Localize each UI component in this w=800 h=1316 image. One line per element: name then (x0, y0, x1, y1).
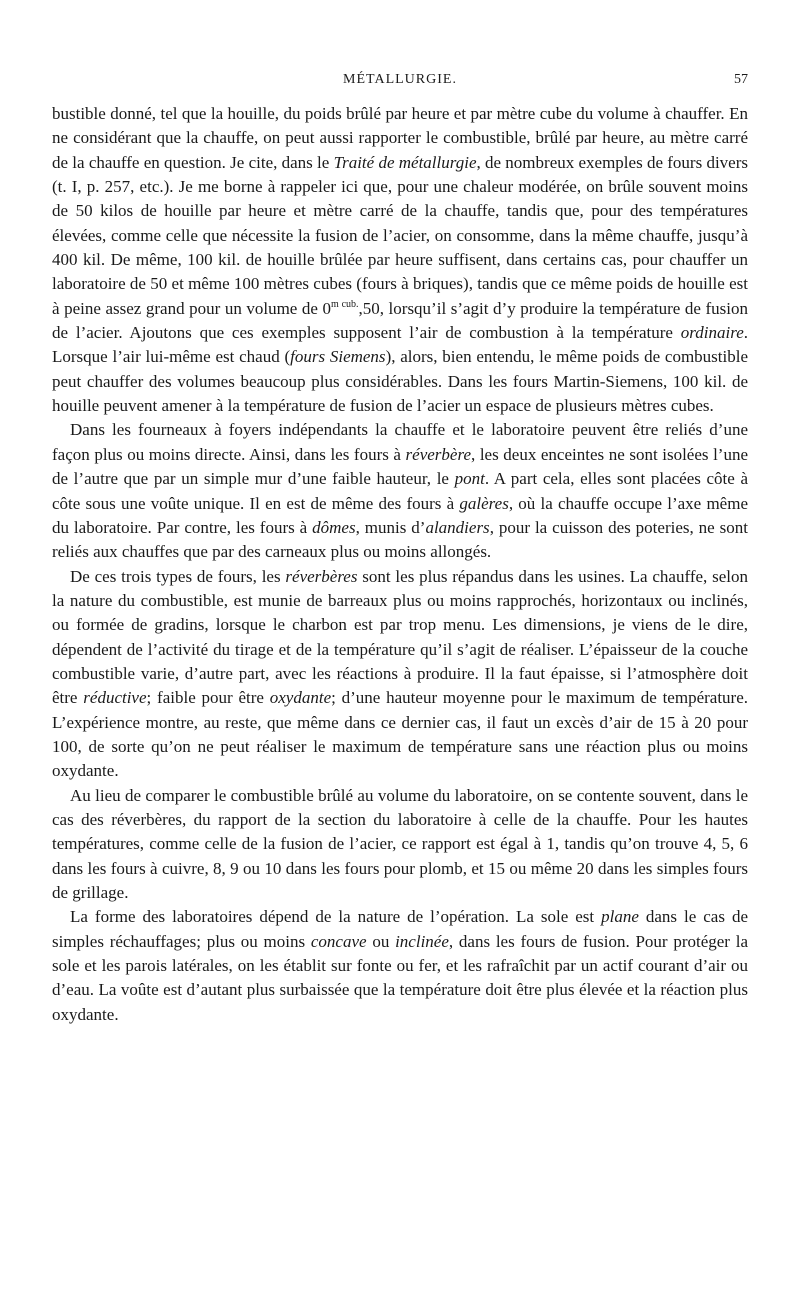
paragraph-5: La forme des laboratoires dépend de la nature de l’opération. La sole est plane dans le cas de simples réchauffages; plus ou moins concave ou inclinée, dans les fours de fusion. Pour protéger la sole et les parois latérales, on les établit sur fonte ou fer, et les rafraîchit par un actif courant d’air ou d’eau. La voûte est d’autant plus surbaissée que la température doit être plus élevée et la réaction plus oxydante. (52, 907, 748, 1024)
paragraph-2: Dans les fourneaux à foyers indépendants la chauffe et le laboratoire peuvent être reliés d’une façon plus ou moins directe. Ainsi, dans les fours à réverbère, les deux enceintes ne sont isolées l’une de l’autre que par un simple mur d’une faible hauteur, le pont. A part cela, elles sont placées côte à côte sous une voûte unique. Il en est de même des fours à galères, où la chauffe occupe l’axe même du laboratoire. Par contre, les fours à dômes, munis d’alandiers, pour la cuisson des poteries, ne sont reliés aux chauffes que par des carneaux plus ou moins allongés. (52, 420, 749, 562)
running-title: MÉTALLURGIE. (343, 72, 457, 87)
page-header (52, 72, 748, 94)
paragraph-3: De ces trois types de fours, les réverbères sont les plus répandus dans les usines. La chauffe, selon la nature du combustible, est munie de barreaux plus ou moins rapprochés, horizontaux ou inclinés, ou formée de gradins, lorsque le charbon est par trop menu. Les dimensions, je viens de le dire, dépendent de l’activité du tirage et de la température qu’il s’agit de réaliser. L’épaisseur de la couche combustible varie, d’autre part, avec les réactions à produire. Il la faut épaisse, si l’atmosphère doit être réductive; faible pour être oxydante; d’une hauteur moyenne pour le maximum de température. L’expérience montre, au reste, que même dans ce dernier cas, il faut un excès d’air de 15 à 20 pour 100, de sorte qu’on ne peut réaliser le maximum de température sans une réaction plus ou moins oxydante. (52, 566, 749, 781)
paragraph-4: Au lieu de comparer le combustible brûlé au volume du laboratoire, on se contente souvent, dans le cas des réverbères, du rapport de la section du laboratoire à celle de la chauffe. Pour les hautes températures, comme celle de la fusion de l’acier, ce rapport est égal à 1, tandis qu’on trouve 4, 5, 6 dans les fours à cuivre, 8, 9 ou 10 dans les fours pour plomb, et 15 ou même 20 dans les simples fours de grillage. (52, 785, 748, 902)
page-number: 57 (734, 72, 748, 87)
body-text (52, 102, 748, 1027)
paragraph-1: bustible donné, tel que la houille, du poids brûlé par heure et par mètre cube du volume à chauffer. En ne considérant que la chauffe, on peut aussi rapporter le combustible, brûlé par heure, au mètre carré de la chauffe en question. Je cite, dans le Traité de métallurgie, de nombreux exemples de fours divers (t. I, p. 257, etc.). Je me borne à rappeler ici que, pour une chaleur modérée, on brûle souvent moins de 50 kilos de houille par heure et mètre carré de la chauffe, tandis que, pour des températures élevées, comme celle que nécessite la fusion de l’acier, on consomme, dans la même chauffe, jusqu’à 400 kil. De même, 100 kil. de houille brûlée par heure suffisent, dans certains cas, pour chauffer un laboratoire de 50 et même 100 mètres cubes (fours à briques), tandis que ce même poids de houille est à peine assez grand pour un volume de $0^{m cub.},50$, lorsqu’il s’agit d’y produire la température de fusion de l’acier. Ajoutons que ces exemples supposent l’air de combustion à la température ordinaire. Lorsque l’air lui-même est chaud (fours Siemens), alors, bien entendu, le même poids de combustible peut chauffer des volumes beaucoup plus considérables. Dans les fours Martin-Siemens, 100 kil. de houille peuvent amener à la température de fusion de l’acier un espace de plusieurs mètres cubes. (52, 104, 748, 416)
